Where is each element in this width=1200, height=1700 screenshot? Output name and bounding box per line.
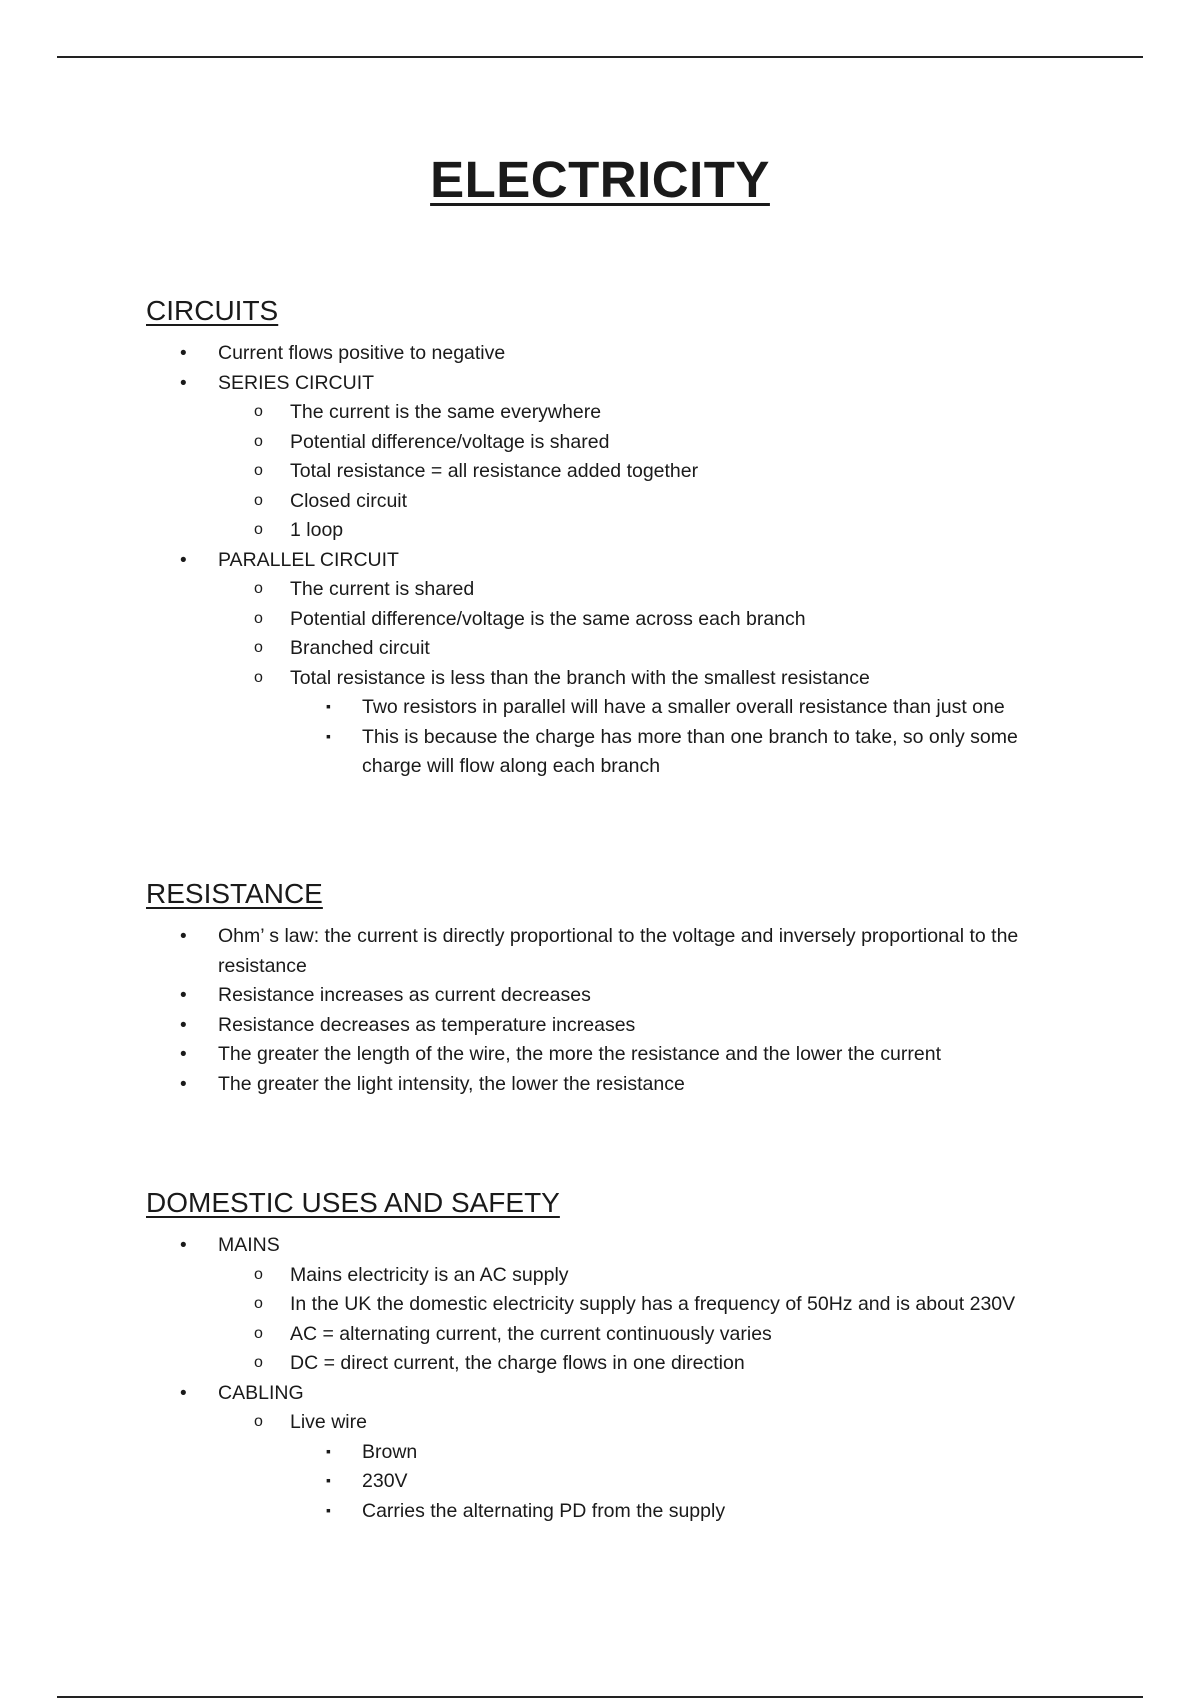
- list-item: • The greater the length of the wire, the more the resistance and the lower the current: [146, 1040, 1046, 1070]
- list-item: • Resistance increases as current decreases: [146, 981, 1046, 1011]
- sub-list-item: o In the UK the domestic electricity supply has a frequency of 50Hz and is about 230V: [218, 1290, 1046, 1320]
- section-heading: DOMESTIC USES AND SAFETY: [146, 1187, 560, 1218]
- list-item: • CABLING o Live wire ▪ Brown ▪ 230V ▪ Carries the alternating PD from the supply: [146, 1379, 1046, 1527]
- sub-list-item: o Potential difference/voltage is shared: [218, 428, 1046, 458]
- section-circuits: [146, 295, 1046, 782]
- sub-sub-list-item: ▪ This is because the charge has more than one branch to take, so only some charge will flow along each branch: [290, 723, 1046, 782]
- bullet-list: [146, 1231, 1046, 1526]
- sub-list-item: o Potential difference/voltage is the same across each branch: [218, 605, 1046, 635]
- bottom-rule: [57, 1696, 1143, 1698]
- sub-list-item: o Total resistance = all resistance added together: [218, 457, 1046, 487]
- list-item: • The greater the light intensity, the lower the resistance: [146, 1070, 1046, 1100]
- section-heading: CIRCUITS: [146, 295, 279, 326]
- sub-list-item: o Live wire ▪ Brown ▪ 230V ▪ Carries the alternating PD from the supply: [218, 1408, 1046, 1526]
- sub-list: [146, 398, 1046, 546]
- sub-sub-list: [290, 693, 1046, 782]
- sub-list-item: o The current is shared: [218, 575, 1046, 605]
- sub-list-item: o DC = direct current, the charge flows in one direction: [218, 1349, 1046, 1379]
- list-item: • SERIES CIRCUIT o The current is the same everywhere o Potential difference/voltage is shared o Total resistance = all resistance added together o Closed circuit o 1 loop: [146, 369, 1046, 546]
- list-item: • Current flows positive to negative: [146, 339, 1046, 369]
- sub-sub-list-item: ▪ 230V: [290, 1467, 1046, 1497]
- page-title: ELECTRICITY: [430, 151, 770, 208]
- sub-list: [146, 1261, 1046, 1379]
- section-domestic-uses-and-safety: [146, 1187, 1046, 1526]
- bullet-list: [146, 922, 1046, 1099]
- sub-sub-list-item: ▪ Brown: [290, 1438, 1046, 1468]
- sub-sub-list-item: ▪ Two resistors in parallel will have a smaller overall resistance than just one: [290, 693, 1046, 723]
- list-item: • Resistance decreases as temperature increases: [146, 1011, 1046, 1041]
- sub-list: [146, 575, 1046, 782]
- list-item: • MAINS o Mains electricity is an AC supply o In the UK the domestic electricity supply has a frequency of 50Hz and is about 230V o AC = alternating current, the current continuously varies o DC = direct current, the charge flows in one direction: [146, 1231, 1046, 1379]
- list-item: • PARALLEL CIRCUIT o The current is shared o Potential difference/voltage is the same across each branch o Branched circuit o Total resistance is less than the branch with the smallest resistance ▪ Two resistors in parallel will have a smaller overall resistance than just one ▪ This is because the charge has more than one branch to take, so only some charge will flow along each branch: [146, 546, 1046, 782]
- sub-list-item: o Branched circuit: [218, 634, 1046, 664]
- sub-list-item: o Mains electricity is an AC supply: [218, 1261, 1046, 1291]
- sub-list-item: o Total resistance is less than the branch with the smallest resistance ▪ Two resistors in parallel will have a smaller overall resistance than just one ▪ This is because the charge has more than one branch to take, so only some charge will flow along each branch: [218, 664, 1046, 782]
- sub-list-item: o 1 loop: [218, 516, 1046, 546]
- bullet-list: [146, 339, 1046, 782]
- sub-list-item: o The current is the same everywhere: [218, 398, 1046, 428]
- sub-sub-list-item: ▪ Carries the alternating PD from the supply: [290, 1497, 1046, 1527]
- sub-list-item: o AC = alternating current, the current continuously varies: [218, 1320, 1046, 1350]
- section-heading: RESISTANCE: [146, 878, 323, 909]
- list-item: • Ohm’ s law: the current is directly proportional to the voltage and inversely proportional to the resistance: [146, 922, 1046, 981]
- sub-list-item: o Closed circuit: [218, 487, 1046, 517]
- top-rule: [57, 56, 1143, 58]
- section-resistance: [146, 878, 1046, 1099]
- sub-sub-list: [290, 1438, 1046, 1527]
- sub-list: [146, 1408, 1046, 1526]
